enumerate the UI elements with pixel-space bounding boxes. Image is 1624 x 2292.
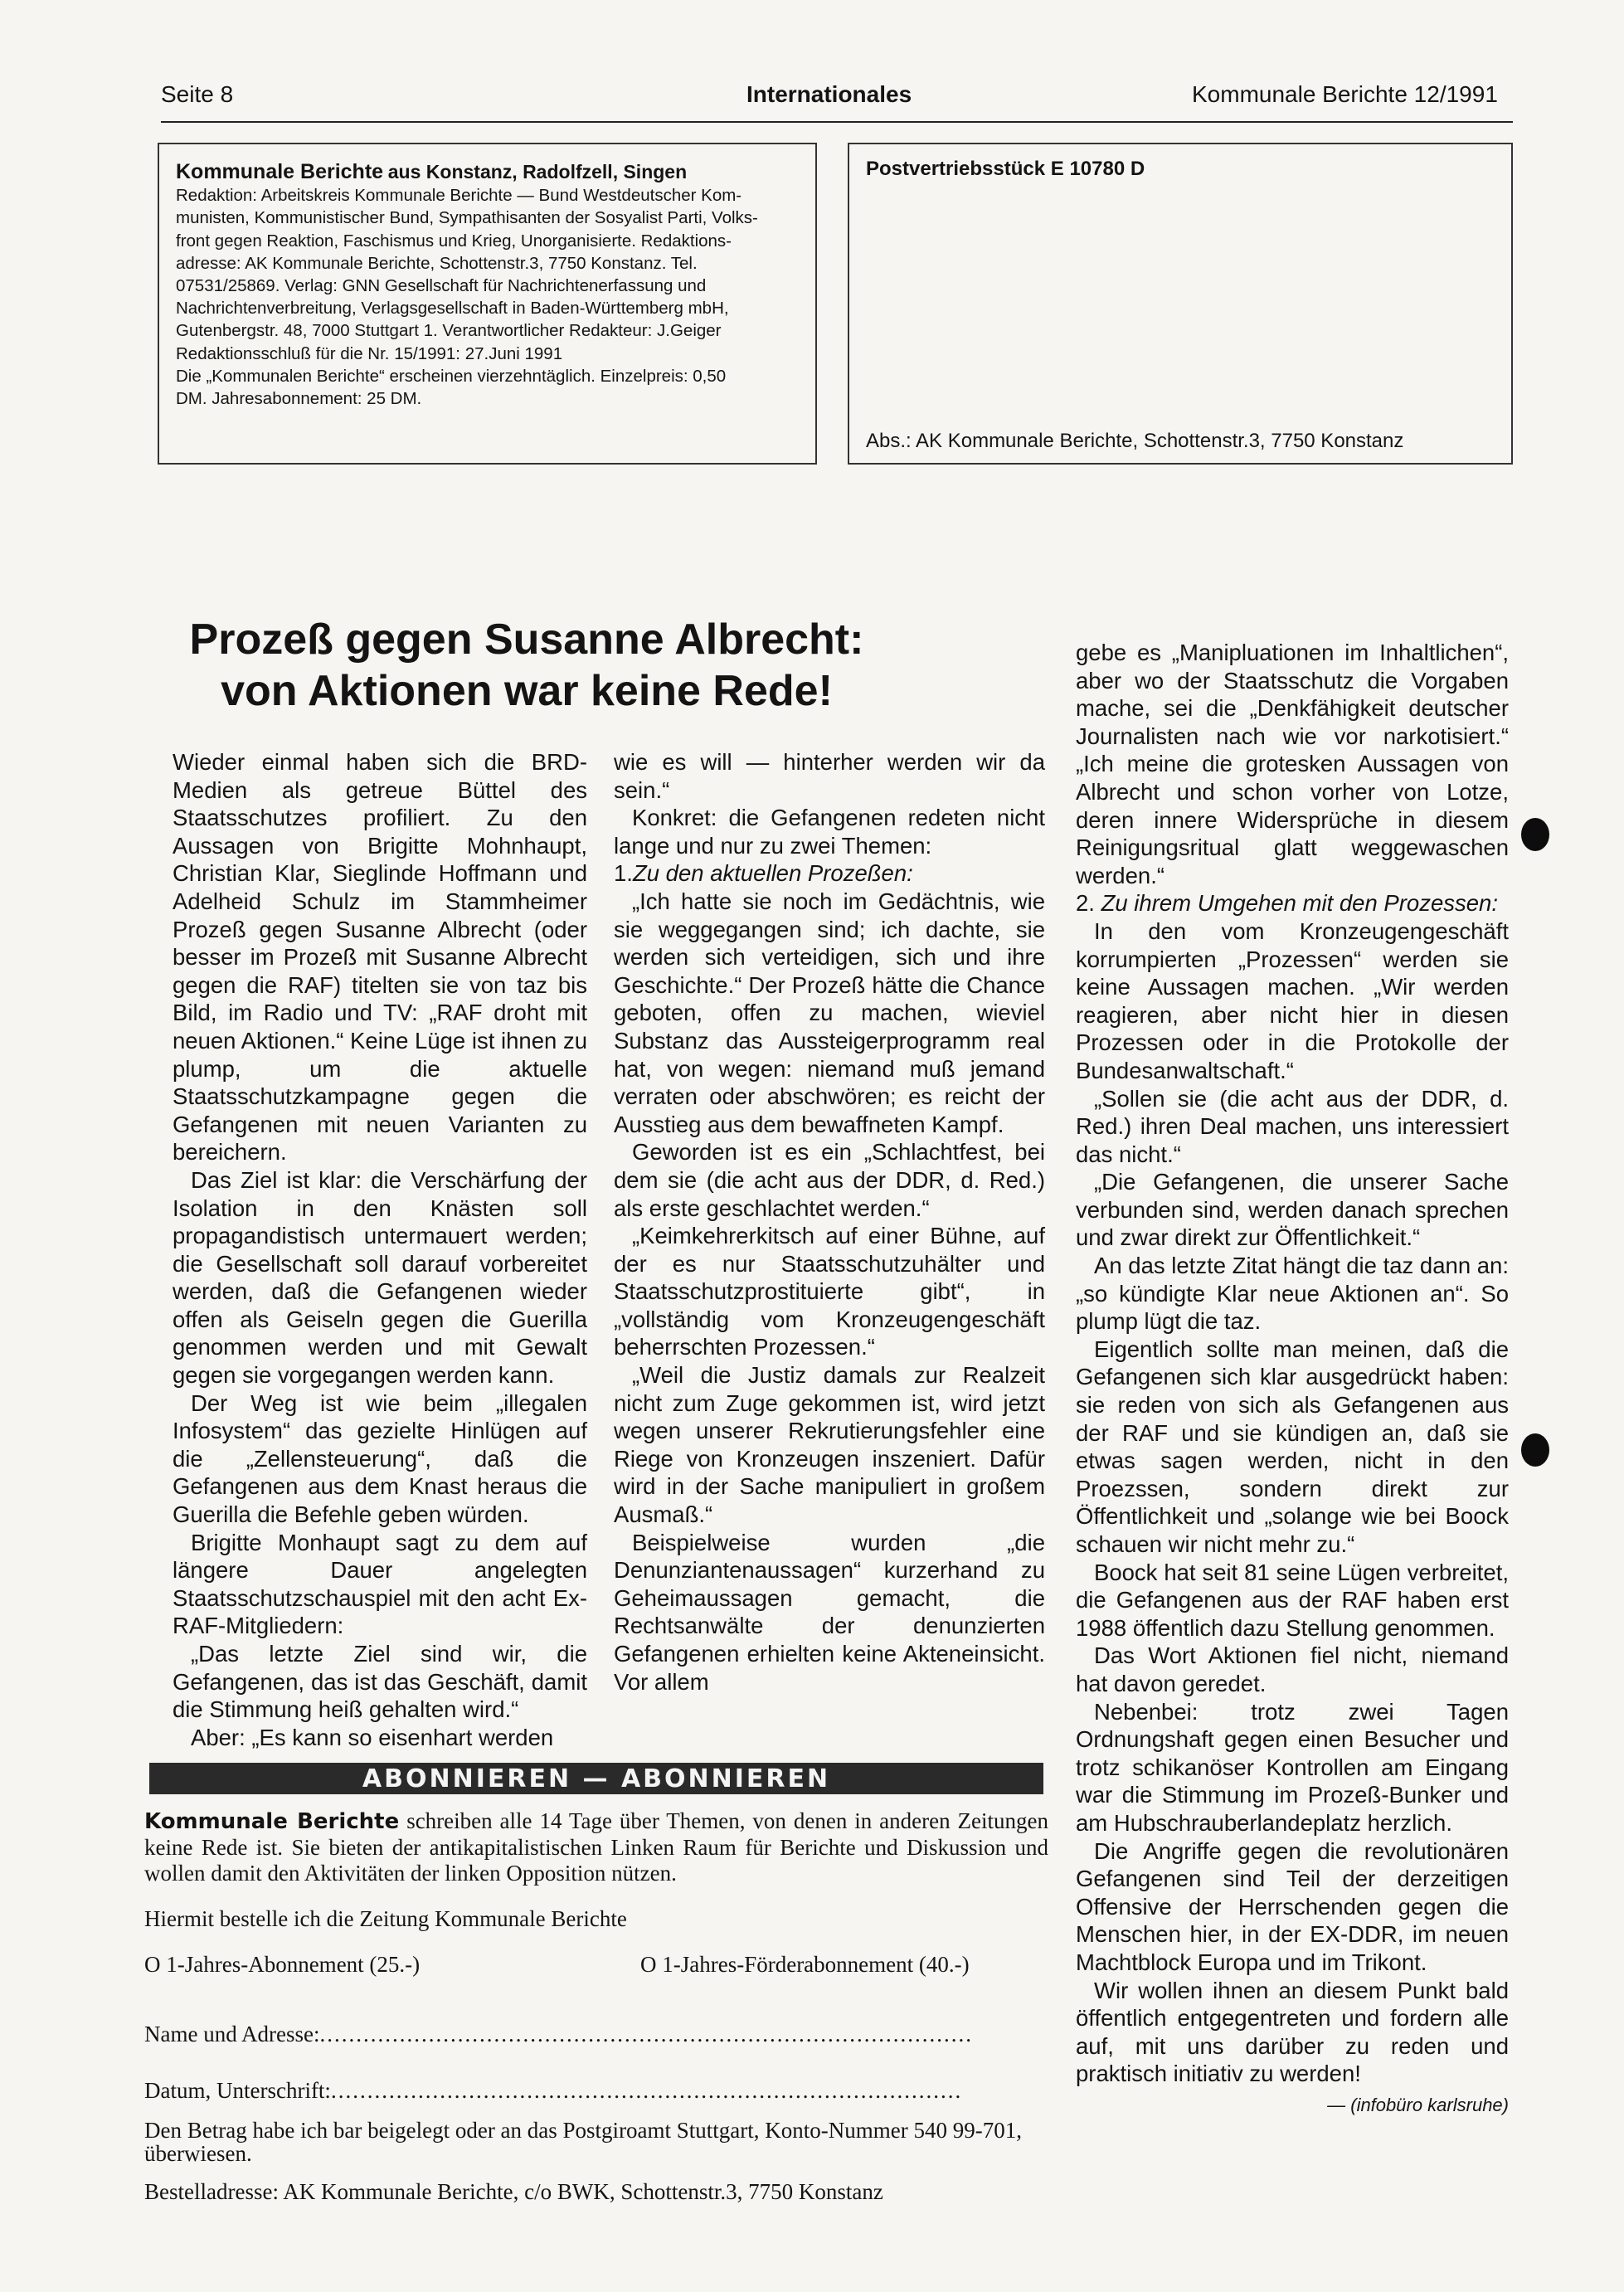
paragraph: „Weil die Justiz damals zur Realzeit nicht zum Zuge gekommen ist, wird jetzt wegen unserer Rekrutierungsfehler eine Riege von Kronzeugen inszeniert. Dafür wird in der Sache manipuliert in großem Ausmaß.“ [614,1362,1045,1528]
issue-label: Kommunale Berichte 12/1991 [1192,81,1498,107]
impressum-line: 07531/25869. Verlag: GNN Gesellschaft für Nachrichtenerfassung und [176,276,707,296]
paragraph: „Die Gefangenen, die unserer Sache verbunden sind, werden danach sprechen und zwar direkt zur Öffentlichkeit.“ [1076,1169,1509,1251]
postal-title: Postvertriebsstück E 10780 D [866,158,1145,180]
order-address: Bestelladresse: AK Kommunale Berichte, c/o BWK, Schottenstr.3, 7750 Konstanz [144,2179,883,2204]
name-address-field[interactable] [144,2022,1048,2047]
impressum-line: munisten, Kommunistischer Bund, Sympathisanten der Sosyalist Parti, Volks- [176,208,758,228]
section-title: Internationales [746,81,912,107]
subscribe-banner: ABONNIEREN — ABONNIEREN [149,1763,1043,1794]
impressum-line: Redaktionsschluß für die Nr. 15/1991: 27.Juni 1991 [176,343,563,363]
subheading-number: 2. [1076,890,1095,917]
article-headline [149,614,904,717]
article-column-3 [1076,639,1509,2119]
postal-box [848,143,1513,465]
postal-sender: Abs.: AK Kommunale Berichte, Schottenstr.3, 7750 Konstanz [866,430,1404,452]
date-signature-field[interactable] [144,2078,1048,2104]
paragraph: „Keimkehrerkitsch auf einer Bühne, auf der es nur Staatsschutzuhälter und Staatsschutzprostituierte gibt“, in „vollständig vom Kronzeugengeschäft beherrschten Prozessen.“ [614,1223,1045,1360]
impressum-places: aus Konstanz, Radolfzell, Singen [387,161,688,182]
date-signature-dots: ....................................................................................... [330,2078,963,2103]
paragraph: Boock hat seit 81 seine Lügen verbreitet, die Gefangenen aus der RAF haben erst 1988 öffentlich dazu Stellung genommen. [1076,1559,1509,1641]
impressum-line: Redaktion: Arbeitskreis Kommunale Berichte — Bund Westdeutscher Kom- [176,186,742,206]
binder-hole [1521,818,1549,851]
paragraph: Brigitte Monhaupt sagt zu dem auf längere Dauer angelegten Staatsschutzschauspiel mit den acht Ex-RAF-Mitgliedern: [173,1529,587,1639]
impressum-line: Die „Kommunalen Berichte“ erscheinen vierzehntäglich. Einzelpreis: 0,50 [176,366,727,386]
name-address-dots: .......................................................................................... [319,2022,973,2046]
paragraph: „Sollen sie (die acht aus der DDR, d. Red.) ihren Deal machen, uns interessiert das nicht.“ [1076,1085,1509,1167]
article-column-2 [614,748,1045,1696]
paragraph: Wieder einmal haben sich die BRD-Medien als getreue Büttel des Staatsschutzes profiliert. Zu den Aussagen von Brigitte Mohnhaupt, Christian Klar, Sieglinde Hoffmann und Adelheid Schulz im Stammheimer Prozeß gegen Susanne Albrecht (oder besser im Prozeß mit Susanne Albrecht gegen die RAF) titelten sie von taz bis Bild, im Radio und TV: „RAF droht mit neuen Aktionen.“ Keine Lüge ist ihnen zu plump, um die aktuelle Staatsschutzkampagne gegen die Gefangenen mit neuen Varianten zu bereichern. [173,749,587,1165]
payment-note: Den Betrag habe ich bar beigelegt oder an das Postgiroamt Stuttgart, Konto-Nummer 540 99-701, überwiesen. [144,2118,1022,2166]
subheading-number: 1. [614,860,633,887]
impressum-brand: Kommunale Berichte [176,160,384,183]
impressum-line: Nachrichtenverbreitung, Verlagsgesellschaft in Baden-Württemberg mbH, [176,299,729,319]
impressum-box [158,143,817,465]
option-annual[interactable]: O 1-Jahres-Abonnement (25.-) [144,1952,421,1977]
name-address-label: Name und Adresse: [144,2022,320,2046]
paragraph: Eigentlich sollte man meinen, daß die Gefangenen sich klar ausgedrückt haben: sie reden von sich als Gefangenen aus der RAF und sie kündigen an, daß sie etwas sagen werden, nicht in den Proezssen, sondern direkt zur Öffentlichkeit und „solange wie bei Boock schauen wir nicht mehr zu.“ [1076,1336,1509,1557]
impressum-line: DM. Jahresabonnement: 25 DM. [176,389,422,409]
subscription-brand: Kommunale Berichte [144,1809,400,1834]
paragraph: Das Ziel ist klar: die Verschärfung der Isolation in den Knästen soll propagandistisch untermauert werden; die Gesellschaft soll darauf vorbereitet werden, daß die Gefangenen wieder offen als Geiseln gegen die Guerilla genommen werden und mit Gewalt gegen sie vorgegangen werden kann. [173,1166,587,1389]
date-signature-label: Datum, Unterschrift: [144,2078,331,2103]
header-rule [161,121,1513,123]
paragraph: Nebenbei: trotz zwei Tagen Ordnungshaft gegen einen Besucher und trotz schikanöser Kontrollen am Eingang war die Stimmung im Prozeß-Bunker und am Hubschrauberlandeplatz herzlich. [1076,1698,1509,1836]
order-statement: Hiermit bestelle ich die Zeitung Kommunale Berichte [144,1906,627,1931]
paragraph: „Ich hatte sie noch im Gedächtnis, wie sie weggegangen sind; ich dachte, sie werden sich verteidigen, sich und ihre Geschichte.“ Der Prozeß hätte die Chance geboten, offen zu machen, wieviel Substanz das Aussteigerprogramm real hat, von wegen: niemand muß jemand verraten oder abschwören; es reicht der Ausstieg aus dem bewaffneten Kampf. [614,888,1045,1137]
paragraph: Die Angriffe gegen die revolutionären Gefangenen sind Teil der derzeitigen Offensive der Herrschenden gegen die Menschen hier, in der EX-DDR, im neuen Machtblock Europa und im Trikont. [1076,1837,1509,1975]
subscription-intro [144,1808,1048,1886]
binder-hole [1521,1433,1549,1467]
subheading-text: Zu ihrem Umgehen mit den Prozessen: [1101,890,1498,917]
headline-line-1: Prozeß gegen Susanne Albrecht: [189,616,864,664]
paragraph: „Das letzte Ziel sind wir, die Gefangenen, das ist das Geschäft, damit die Stimmung heiß gehalten wird.“ [173,1641,587,1723]
impressum-line: Gutenbergstr. 48, 7000 Stuttgart 1. Verantwortlicher Redakteur: J.Geiger [176,321,722,341]
paragraph: Aber: „Es kann so eisenhart werden [191,1724,554,1750]
paragraph: Der Weg ist wie beim „illegalen Infosystem“ das gezielte Hinlügen auf die „Zellensteuerung“, daß die Gefangenen aus dem Knast heraus die Guerilla die Befehle geben würden. [173,1389,587,1528]
page-number: Seite 8 [161,81,234,107]
paragraph: Das Wort Aktionen fiel nicht, niemand hat davon geredet. [1076,1642,1509,1696]
paragraph: wie es will — hinterher werden wir da sein.“ [614,749,1045,803]
subscription-intro-text: schreiben alle 14 Tage über Themen, von denen in anderen Zeitungen keine Rede ist. Sie bieten der antikapitalistischen Linken Raum für Berichte und Diskussion und wollen damit den Aktivitäten der linken Opposition nützen. [144,1808,1049,1886]
paragraph: Konkret: die Gefangenen redeten nicht lange und nur zu zwei Themen: [614,805,1045,859]
paragraph: In den vom Kronzeugengeschäft korrumpierten „Prozessen“ werden sie keine Aussagen machen. „Wir werden reagieren, aber nicht hier in diesen Prozessen oder in die Protokolle der Bundesanwaltschaft.“ [1076,917,1509,1083]
article-signature: — (infobüro karlsruhe) [1327,2094,1509,2115]
paragraph: gebe es „Manipluationen im Inhaltlichen“, aber wo der Staatsschutz die Vorgaben mache, sei die „Denkfähigkeit deutscher Journalisten nach wie vor narkotisiert.“ „Ich meine die grotesken Aussagen von Albrecht und schon vorher von Lotze, deren innere Widersprüche in diesem Reinigungsritual glatt weggewaschen werden.“ [1076,640,1509,888]
impressum-line: front gegen Reaktion, Faschismus und Krieg, Unorganisierte. Redaktions- [176,231,732,251]
subheading-text: Zu den aktuellen Prozeßen: [632,860,913,887]
subheading-1 [614,859,1045,888]
paragraph: Beispielweise wurden „die Denunziantenaussagen“ kurzerhand zu Geheimaussagen gemacht, die Rechtsanwälte der denunzierten Gefangenen erhielten keine Akteneinsicht. Vor allem [614,1529,1045,1695]
subheading-2 [1076,889,1509,917]
paragraph: Geworden ist es ein „Schlachtfest, bei dem sie (die acht aus der DDR, d. Red.) als erste geschlachtet werden.“ [614,1139,1045,1221]
impressum-line: adresse: AK Kommunale Berichte, Schottenstr.3, 7750 Konstanz. Tel. [176,253,698,273]
headline-line-2: von Aktionen war keine Rede! [221,667,833,715]
article-column-1 [173,748,587,1751]
option-support[interactable]: O 1-Jahres-Förderabonnement (40.-) [640,1952,970,1977]
paragraph: An das letzte Zitat hängt die taz dann an: „so kündigte Klar neue Aktionen an“. So plump lügt die taz. [1076,1253,1509,1335]
paragraph: Wir wollen ihnen an diesem Punkt bald öffentlich entgegentreten und fordern alle auf, mit uns darüber zu reden und praktisch initiativ zu werden! [1076,1977,1509,2087]
